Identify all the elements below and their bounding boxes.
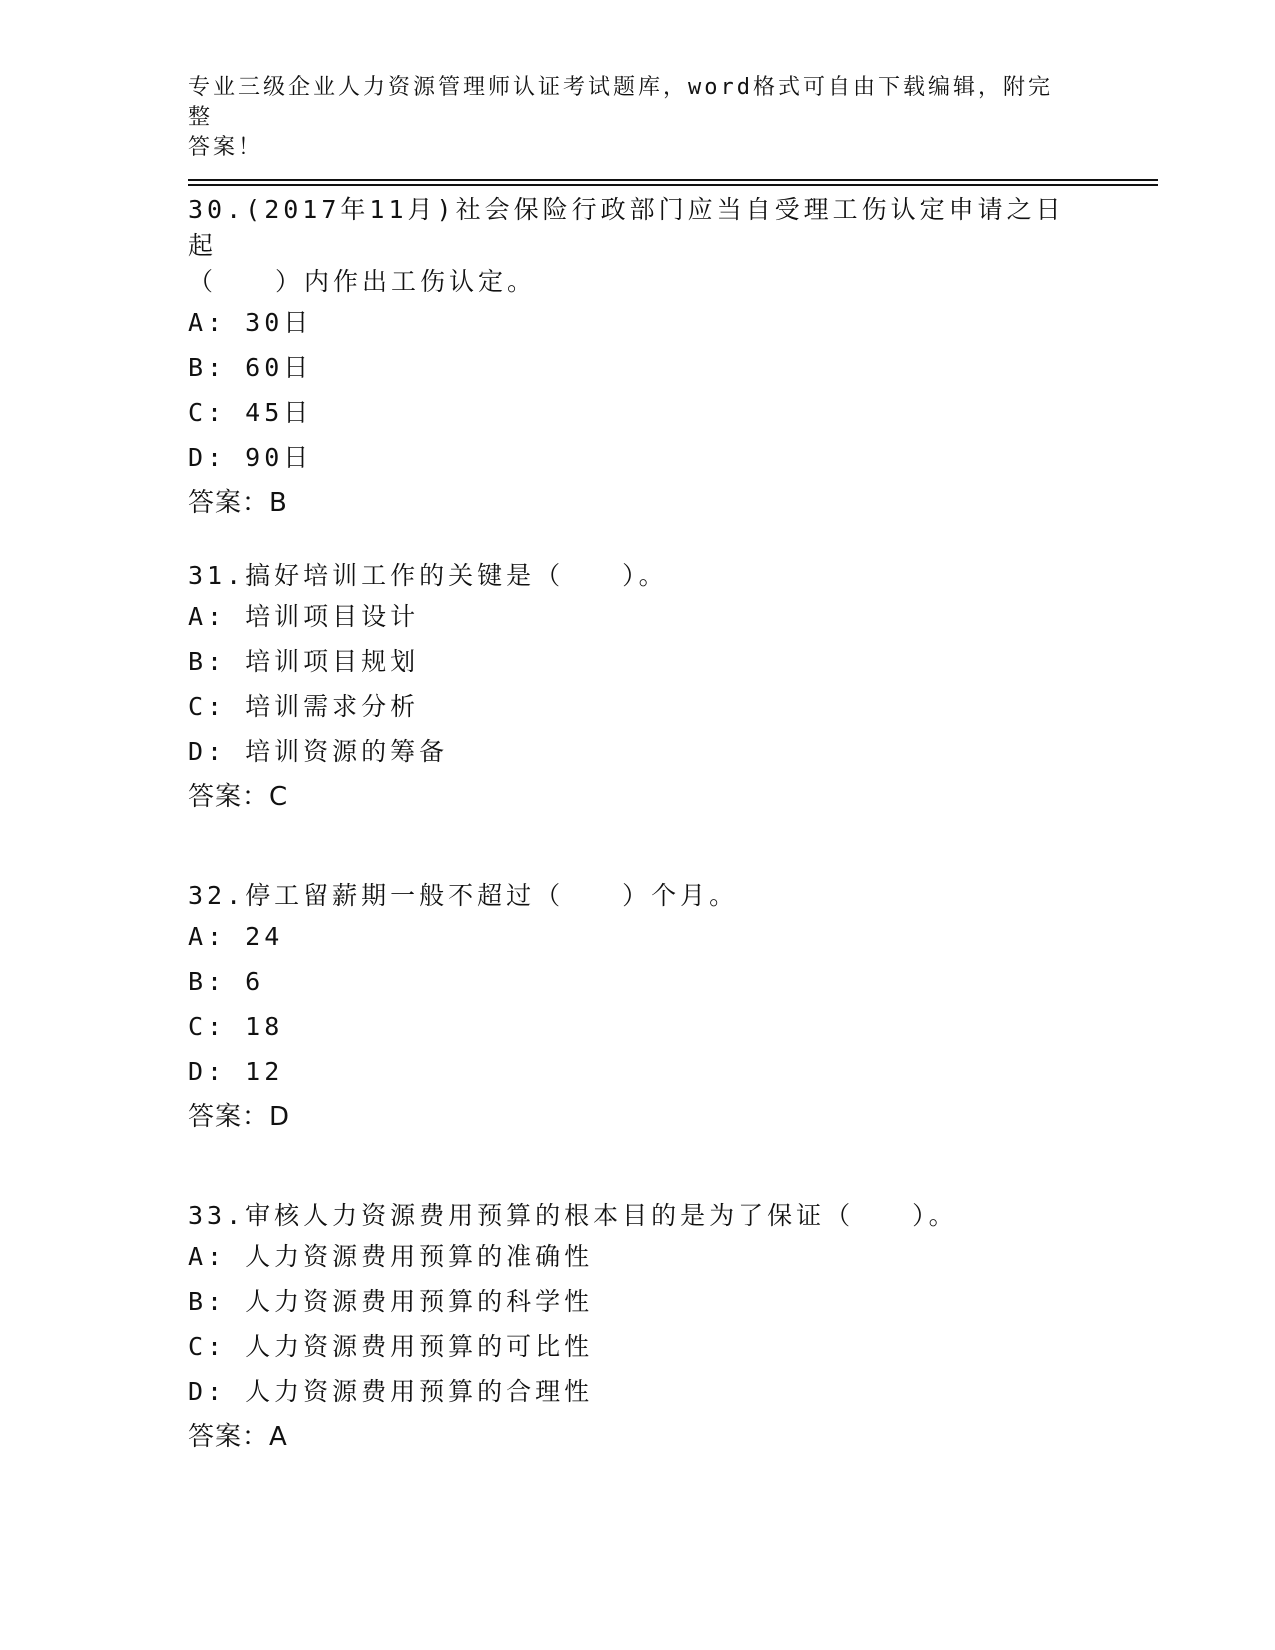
- option-d: D: 90日: [188, 443, 313, 472]
- question-text-line: （ ）内作出工伤认定。: [188, 267, 537, 296]
- question-text-line: 32.停工留薪期一般不超过（ ）个月。: [188, 881, 739, 910]
- option-b: B: 培训项目规划: [188, 647, 420, 676]
- header-line-1: 专业三级企业人力资源管理师认证考试题库，word格式可自由下载编辑，附完整: [188, 75, 1053, 130]
- question-text: [188, 192, 1088, 300]
- question-text-line: 31.搞好培训工作的关键是（ ）。: [188, 561, 668, 590]
- question-30: [188, 192, 1088, 526]
- header-line-2: 答案！: [188, 135, 264, 160]
- option-b: B: 6: [188, 967, 265, 996]
- answer-label: 答案：D: [188, 1102, 291, 1132]
- answer-label: 答案：C: [188, 782, 289, 812]
- option-a: A: 培训项目设计: [188, 602, 420, 631]
- answer-label: 答案：A: [188, 1422, 288, 1452]
- option-c: C: 培训需求分析: [188, 692, 420, 721]
- option-d: D: 人力资源费用预算的合理性: [188, 1377, 594, 1406]
- question-31: [188, 558, 1088, 820]
- option-b: B: 人力资源费用预算的科学性: [188, 1287, 594, 1316]
- question-text: [188, 1198, 1088, 1234]
- document-header: [188, 73, 1068, 163]
- header-divider-bottom: [188, 184, 1158, 186]
- question-32: [188, 878, 1088, 1140]
- question-text-line: 30.(2017年11月)社会保险行政部门应当自受理工伤认定申请之日起: [188, 195, 1065, 260]
- question-text-line: 33.审核人力资源费用预算的根本目的是为了保证（ ）。: [188, 1201, 958, 1230]
- option-c: C: 45日: [188, 398, 313, 427]
- header-divider-top: [188, 179, 1158, 181]
- question-text: [188, 558, 1088, 594]
- option-a: A: 人力资源费用预算的准确性: [188, 1242, 594, 1271]
- option-c: C: 18: [188, 1012, 284, 1041]
- question-text: [188, 878, 1088, 914]
- option-a: A: 24: [188, 922, 284, 951]
- option-d: D: 12: [188, 1057, 284, 1086]
- option-a: A: 30日: [188, 308, 313, 337]
- option-b: B: 60日: [188, 353, 313, 382]
- question-33: [188, 1198, 1088, 1460]
- option-d: D: 培训资源的筹备: [188, 737, 449, 766]
- option-c: C: 人力资源费用预算的可比性: [188, 1332, 594, 1361]
- answer-label: 答案：B: [188, 488, 288, 518]
